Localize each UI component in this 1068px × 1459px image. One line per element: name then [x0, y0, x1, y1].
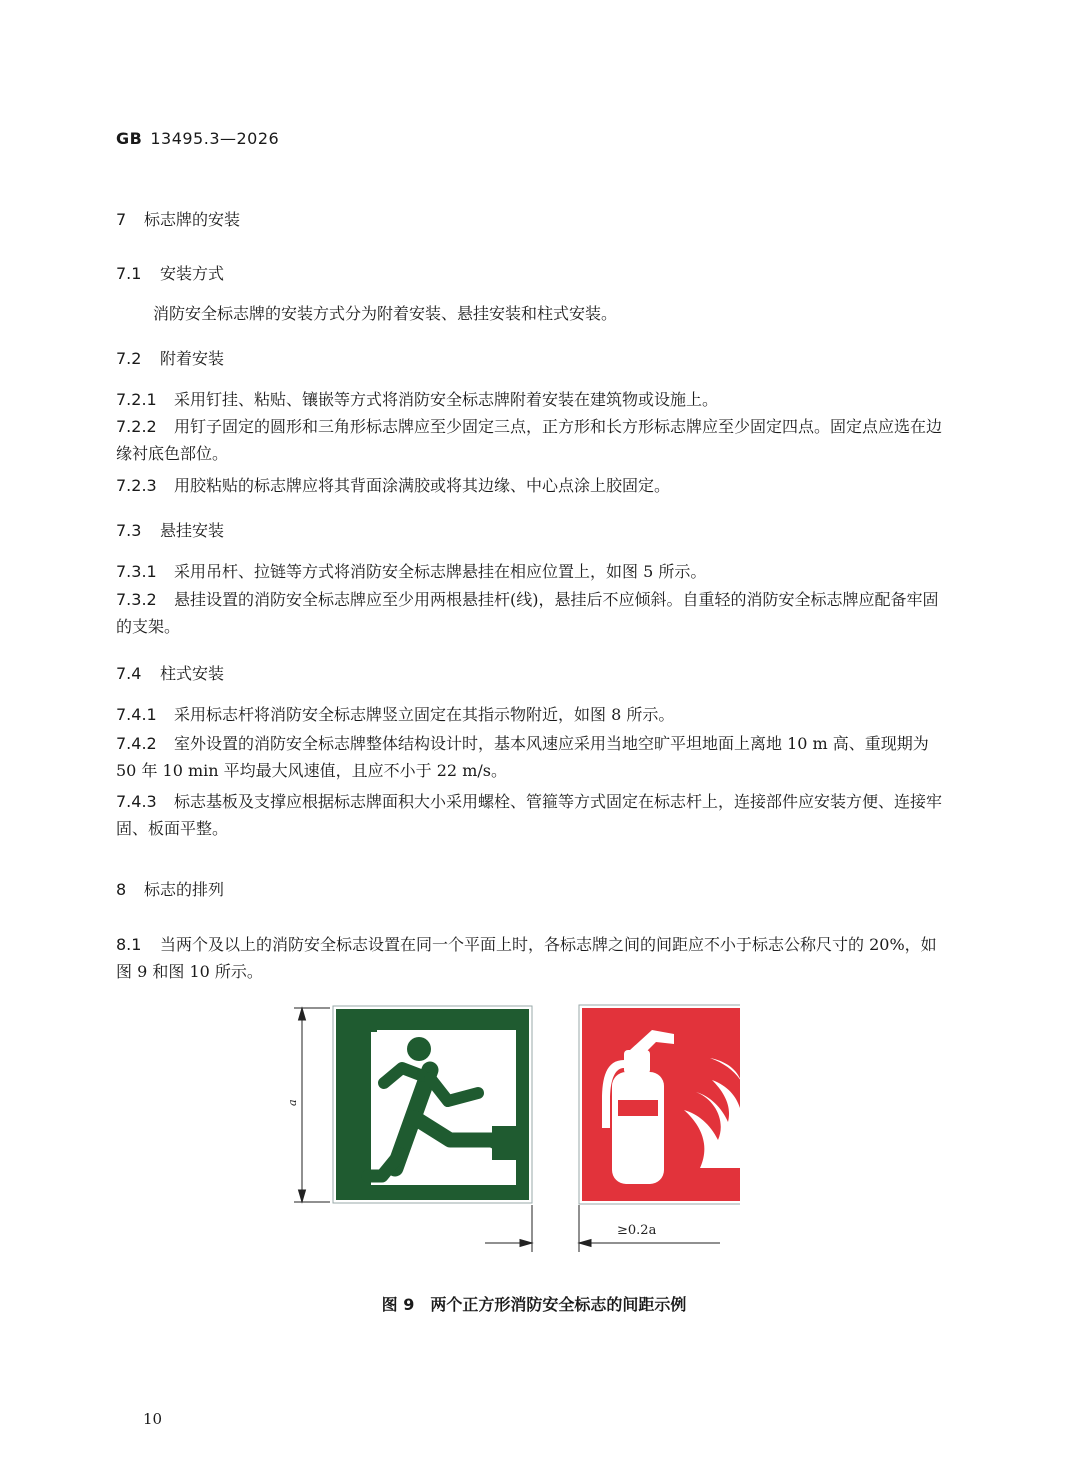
standard-header [116, 129, 279, 148]
clause-7-3-2: 7.3.2 悬挂设置的消防安全标志牌应至少用两根悬挂杆(线)，悬挂后不应倾斜。自重轻的消防安全标志牌应配备牢固的支架。 [116, 590, 939, 636]
std-number: 13495.3—2026 [150, 129, 280, 148]
section-8-heading: 8 标志的排列 [116, 880, 225, 899]
clause-7-2-3: 7.2.3 用胶粘贴的标志牌应将其背面涂满胶或将其边缘、中心点涂上胶固定。 [116, 476, 671, 495]
clause-8-1: 8.1 当两个及以上的消防安全标志设置在同一个平面上时，各标志牌之间的间距应不小于标志公称尺寸的 20%，如图 9 和图 10 所示。 [116, 935, 937, 981]
section-7-3-heading: 7.3 悬挂安装 [116, 521, 225, 540]
section-7-heading: 7 标志牌的安装 [116, 210, 241, 229]
section-7-1-text: 消防安全标志牌的安装方式分为附着安装、悬挂安装和柱式安装。 [153, 304, 618, 323]
fire-extinguisher-sign [579, 1005, 740, 1204]
section-7-2-heading: 7.2 附着安装 [116, 349, 225, 368]
clause-7-4-3: 7.4.3 标志基板及支撑应根据标志牌面积大小采用螺栓、管箍等方式固定在标志杆上，连接部件应安装方便、连接牢固、板面平整。 [116, 792, 943, 838]
clause-7-4-2: 7.4.2 室外设置的消防安全标志牌整体结构设计时，基本风速应采用当地空旷平坦地面上离地 10 m 高、重现期为 50 年 10 min 平均最大风速值，且应不小于 22 m/s。 [116, 734, 929, 780]
page-number: 10 [143, 1410, 163, 1428]
figure-caption [0, 1292, 1068, 1315]
clause-7-4-1: 7.4.1 采用标志杆将消防安全标志牌竖立固定在其指示物附近，如图 8 所示。 [116, 705, 675, 724]
figure-9 [280, 1000, 740, 1260]
height-dimension-label: a [286, 1099, 299, 1106]
exit-sign [333, 1006, 532, 1203]
clause-7-3-1: 7.3.1 采用吊杆、拉链等方式将消防安全标志牌悬挂在相应位置上，如图 5 所示。 [116, 562, 707, 581]
clause-7-2-1: 7.2.1 采用钉挂、粘贴、镶嵌等方式将消防安全标志牌附着安装在建筑物或设施上。 [116, 390, 719, 409]
std-prefix: GB [116, 129, 143, 148]
section-7-4-heading: 7.4 柱式安装 [116, 664, 225, 683]
clause-7-2-2: 7.2.2 用钉子固定的圆形和三角形标志牌应至少固定三点，正方形和长方形标志牌应至少固定四点。固定点应选在边缘衬底色部位。 [116, 417, 943, 463]
gap-dimension [485, 1205, 720, 1252]
figure-number: 图 9 [381, 1295, 415, 1314]
section-7-1-heading: 7.1 安装方式 [116, 264, 225, 283]
figure-title: 两个正方形消防安全标志的间距示例 [430, 1295, 687, 1314]
gap-dimension-label: ≥0.2a [617, 1223, 657, 1238]
height-dimension [294, 1008, 330, 1202]
